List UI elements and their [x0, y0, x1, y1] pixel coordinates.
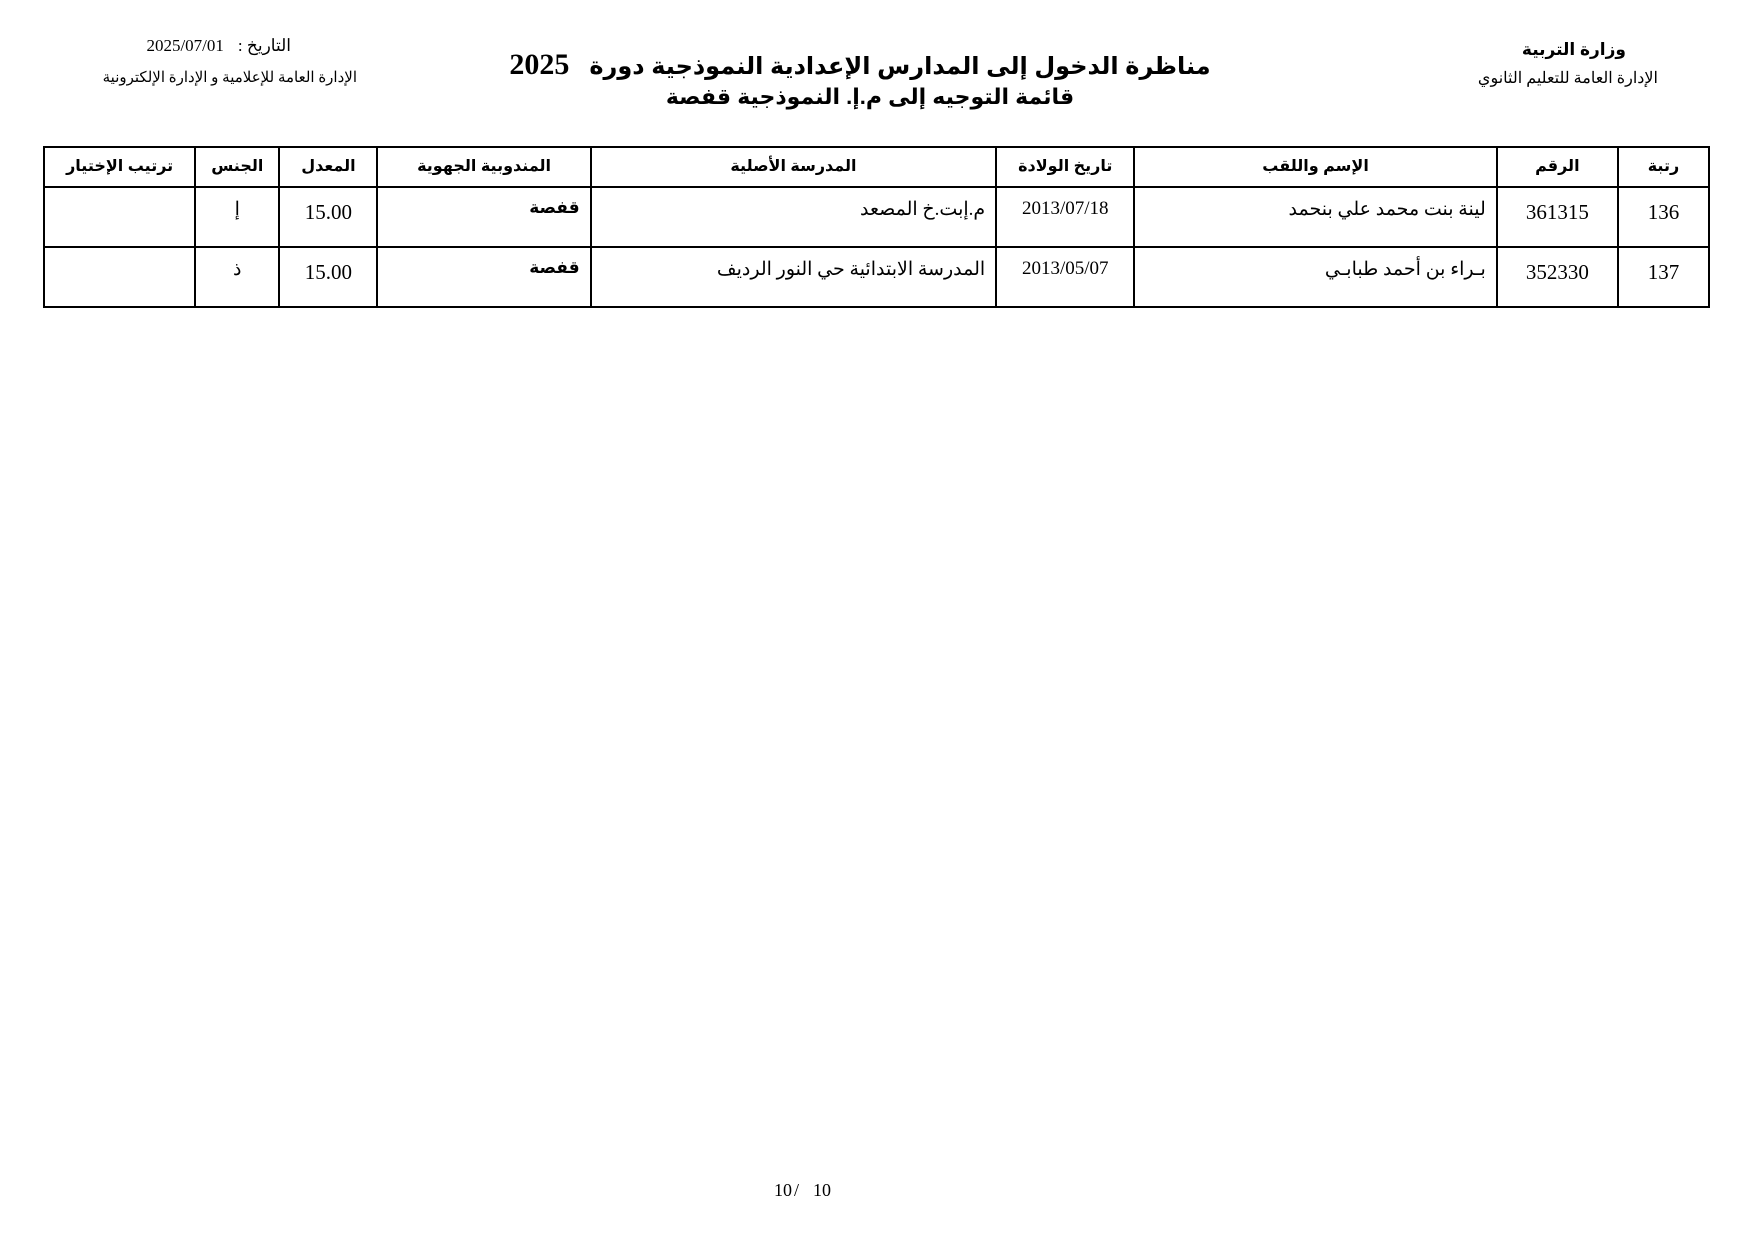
header-origin-school: المدرسة الأصلية	[591, 147, 996, 187]
title-block	[500, 48, 1220, 110]
header-regional-office: المندوبية الجهوية	[377, 147, 590, 187]
table-row	[44, 187, 1709, 247]
page-subtitle: قائمة التوجيه إلى م.إ. النموذجية قفصة	[665, 84, 1075, 109]
cell-regional-office: قفصة	[377, 187, 590, 247]
cell-average: 15.00	[279, 187, 377, 247]
ministry-block	[1478, 40, 1658, 88]
title-text: مناظرة الدخول إلى المدارس الإعدادية النموذجية دورة	[589, 53, 1211, 80]
header-choice-order: ترتيب الإختيار	[44, 147, 195, 187]
cell-gender: ذ	[195, 247, 279, 307]
cell-regional-office: قفصة	[377, 247, 590, 307]
header-gender: الجنس	[195, 147, 279, 187]
cell-rank: 137	[1618, 247, 1709, 307]
header-name: الإسم واللقب	[1134, 147, 1496, 187]
cell-number: 361315	[1497, 187, 1618, 247]
date-value: 2025/07/01	[146, 36, 224, 55]
header-average: المعدل	[279, 147, 377, 187]
page-title	[500, 48, 1220, 82]
it-department: الإدارة العامة للإعلامية و الإدارة الإلكترونية	[102, 70, 357, 86]
cell-rank: 136	[1618, 187, 1709, 247]
cell-choice-order	[44, 187, 195, 247]
cell-gender: إ	[195, 187, 279, 247]
title-year: 2025	[509, 48, 570, 81]
page-separator: /	[794, 1180, 800, 1200]
ministry-name: وزارة التربية	[1521, 40, 1626, 59]
date-block	[55, 36, 375, 87]
table-header-row	[44, 147, 1709, 187]
page-total: 10	[774, 1180, 792, 1200]
cell-name: لينة بنت محمد علي بنحمد	[1134, 187, 1496, 247]
date-label: التاريخ :	[237, 36, 291, 55]
header-birth-date: تاريخ الولادة	[996, 147, 1134, 187]
table-row	[44, 247, 1709, 307]
cell-origin-school: المدرسة الابتدائية حي النور الرديف	[591, 247, 996, 307]
header-number: الرقم	[1497, 147, 1618, 187]
results-table	[43, 146, 1710, 308]
cell-number: 352330	[1497, 247, 1618, 307]
page-current: 10	[813, 1180, 832, 1200]
date-line	[55, 36, 375, 56]
cell-average: 15.00	[279, 247, 377, 307]
page-number	[774, 1180, 831, 1201]
cell-choice-order	[44, 247, 195, 307]
cell-birth-date: 2013/05/07	[996, 247, 1134, 307]
cell-birth-date: 2013/07/18	[996, 187, 1134, 247]
cell-origin-school: م.إبت.خ المصعد	[591, 187, 996, 247]
cell-name: بـراء بن أحمد طبابـي	[1134, 247, 1496, 307]
header-rank: رتبة	[1618, 147, 1709, 187]
ministry-department: الإدارة العامة للتعليم الثانوي	[1477, 70, 1658, 87]
